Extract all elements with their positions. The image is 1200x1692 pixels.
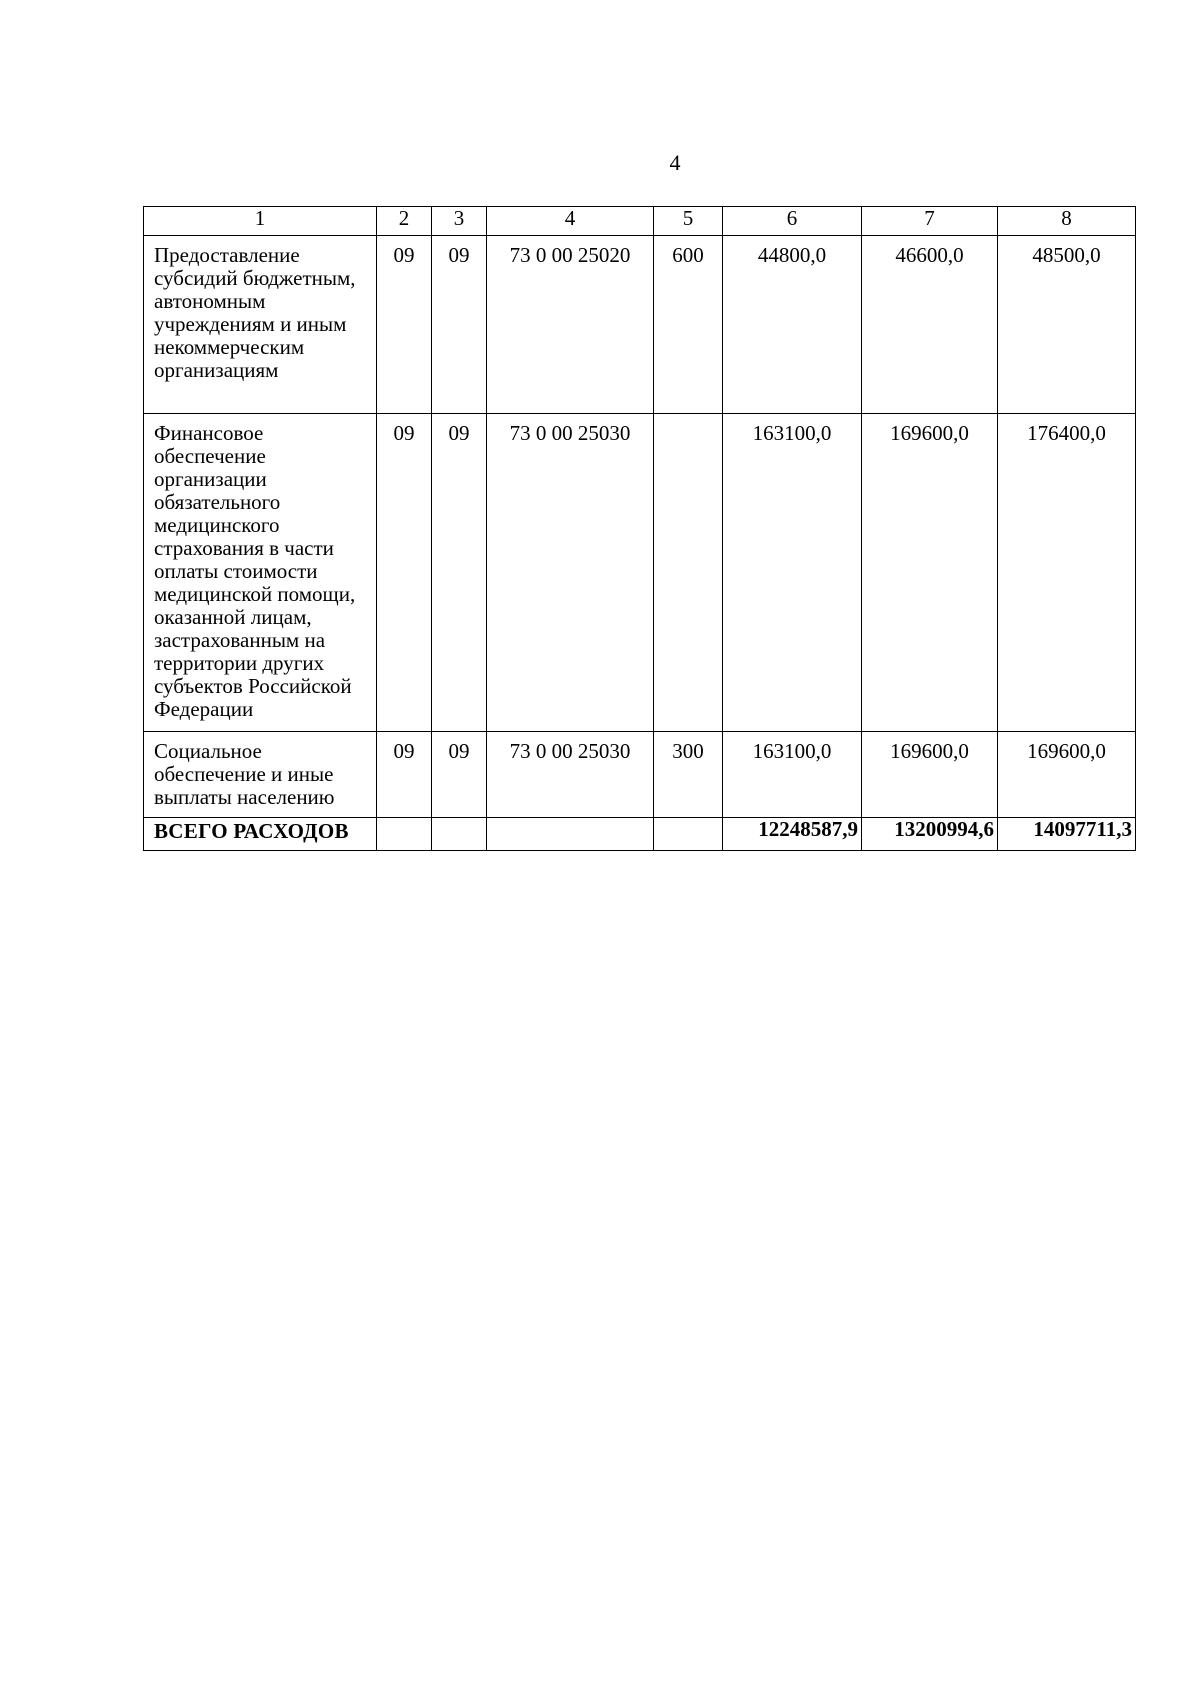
header-cell: 4	[487, 207, 654, 236]
amount-col7: 46600,0	[862, 236, 998, 414]
expense-type-code: 300	[654, 732, 723, 818]
expense-type-code: 600	[654, 236, 723, 414]
subsection-code: 09	[432, 414, 487, 732]
target-article-code: 73 0 00 25030	[487, 414, 654, 732]
target-article-code: 73 0 00 25030	[487, 732, 654, 818]
target-article-code: 73 0 00 25020	[487, 236, 654, 414]
amount-col6: 163100,0	[723, 732, 862, 818]
table-row	[144, 236, 1136, 414]
header-cell: 5	[654, 207, 723, 236]
table-header-row	[144, 207, 1136, 236]
table-row	[144, 732, 1136, 818]
amount-col6: 44800,0	[723, 236, 862, 414]
empty-cell	[654, 818, 723, 851]
amount-col7: 169600,0	[862, 414, 998, 732]
empty-cell	[377, 818, 432, 851]
total-col7: 13200994,6	[862, 818, 998, 851]
header-cell: 2	[377, 207, 432, 236]
table-row	[144, 414, 1136, 732]
total-label: ВСЕГО РАСХОДОВ	[144, 818, 377, 851]
section-code: 09	[377, 414, 432, 732]
header-cell: 6	[723, 207, 862, 236]
amount-col8: 169600,0	[998, 732, 1136, 818]
total-col8: 14097711,3	[998, 818, 1136, 851]
expense-name: Социальное обеспечение и иные выплаты населению	[144, 732, 377, 818]
section-code: 09	[377, 236, 432, 414]
empty-cell	[487, 818, 654, 851]
amount-col6: 163100,0	[723, 414, 862, 732]
total-col6: 12248587,9	[723, 818, 862, 851]
expense-name: Предоставление субсидий бюджетным, автономным учреждениям и иным некоммерческим организациям	[144, 236, 377, 414]
amount-col8: 48500,0	[998, 236, 1136, 414]
header-cell: 1	[144, 207, 377, 236]
subsection-code: 09	[432, 236, 487, 414]
header-cell: 3	[432, 207, 487, 236]
total-row	[144, 818, 1136, 851]
budget-table	[143, 206, 1136, 851]
expense-name: Финансовое обеспечение организации обязательного медицинского страхования в части оплаты стоимости медицинской помощи, оказанной лицам, застрахованным на территории других субъектов Российской Федерации	[144, 414, 377, 732]
expense-type-code	[654, 414, 723, 732]
empty-cell	[432, 818, 487, 851]
page-number: 4	[669, 150, 681, 175]
header-cell: 8	[998, 207, 1136, 236]
amount-col7: 169600,0	[862, 732, 998, 818]
section-code: 09	[377, 732, 432, 818]
amount-col8: 176400,0	[998, 414, 1136, 732]
header-cell: 7	[862, 207, 998, 236]
subsection-code: 09	[432, 732, 487, 818]
